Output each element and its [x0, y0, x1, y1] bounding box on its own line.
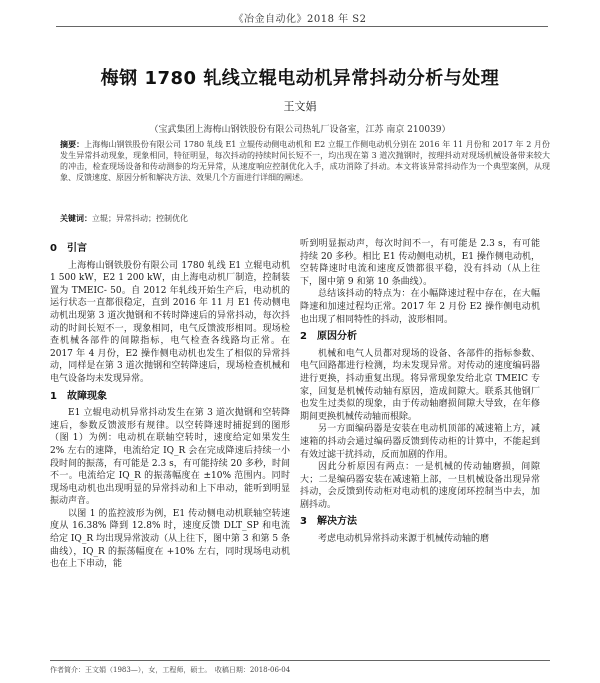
paragraph: E1 立辊电动机异常抖动发生在第 3 道次抛钢和空转降速后，参数反馈波形有规律。以空转降速时捕捉到的图形（图 1）为例：电动机在联轴空转时，速度给定如果发生 2% 左右的速降，电流给定 IQ_R 会在完成降速后持续一小段时间的振荡，有可能是 2.3 s，有可能持续 20 多秒，时间不一。电流给定 IQ_R 的振荡幅度在 ±10% 范围内。同时现场电动机也出现明显的异常抖动和上下串动，能听到明显振动声音。	[50, 408, 290, 507]
section-heading-cause: 2 原因分析	[300, 331, 357, 343]
section-heading-intro: 0 引言	[50, 243, 87, 254]
footnote-rule	[50, 660, 550, 661]
paragraph: 因此分析原因有两点：一是机械的传动轴磨损，间隙大；二是编码器安装在减速箱上部，一旦机械设备出现异常抖动，会反馈到传动柜对电动机的速度闭环控制当中去，加剧抖动。	[300, 462, 540, 510]
keywords-text: 立辊；异常抖动；控制优化	[92, 214, 188, 223]
footnote: 作者简介：王文娟（1983—），女，工程师，硕士。 收稿日期：2018-06-04	[50, 666, 291, 674]
paragraph: 上海梅山钢铁股份有限公司 1780 轧线 E1 立辊电动机 1 500 kW，E2 1 200 kW，由上海电动机厂制造，控制装置为 TMEIC- 50。自 2012 年轧线开始生产后，电动机的运行状态一直都很稳定，直到 2016 年 11 月 E1 传动侧电动机出现第 3 道次抛钢和不转时降速后的异常抖动，每次抖动的时间长短不一，现象相同，电气反馈波形相同。现场检查机械各部件的间隙指标，电气检查各线路均正常。在 2017 年 4 月份，E2 操作侧电动机也发生了相似的异常抖动，同样是在第 3 道次抛钢和空转降速后，现场检查机械和电气设备均未发现异常。	[50, 260, 290, 384]
paragraph: 听到明显振动声，每次时间不一，有可能是 2.3 s，有可能持续 20 多秒。相比 E1 传动侧电动机，E1 操作侧电动机，空转降速时电流和速度反馈都很平稳，没有抖动（从上往下，图中第 9 和第 10 条曲线）。	[300, 239, 540, 287]
abstract	[60, 139, 550, 183]
keywords-label: 关键词：	[60, 213, 92, 223]
keywords	[60, 213, 550, 224]
running-head: 《冶金自动化》2018 年 S2	[233, 14, 367, 25]
paragraph: 总结该抖动的特点为：在小幅降速过程中存在，在大幅降速和加速过程均正常。2017 年 2 月份 E2 操作侧电动机也出现了相同特性的抖动，波形相同。	[300, 289, 540, 325]
right-column	[300, 238, 540, 546]
author-affiliation: （宝武集团上海梅山钢铁股份有限公司热轧厂设备室，江苏 南京 210039）	[149, 125, 451, 135]
abstract-label: 摘要：	[60, 139, 85, 149]
abstract-text: 上海梅山钢铁股份有限公司 1780 轧线 E1 立辊传动侧电动机和 E2 立辊工作侧电动机分别在 2016 年 11 月份和 2017 年 2 月份发生异常抖动现象，现象相同，特征明显，每次抖动的持续时间长短不一，均出现在第 3 道次抛钢时，按理抖动对现场机械设备带来较大的冲击，检查现场设备和传动测参的均无异常，从速度响应控制优化入手，成功消除了抖动。本文将该异常抖动作为一个典型案例，从现象、反馈速度、原因分析和解决方法、效果几个方面进行详细的阐述。	[60, 140, 551, 182]
section-heading-fault: 1 故障现象	[50, 390, 107, 402]
left-column	[50, 238, 290, 571]
author-name: 王文娟	[283, 100, 317, 113]
paper-title: 梅钢 1780 轧线立辊电动机异常抖动分析与处理	[100, 68, 500, 89]
section-heading-solution: 3 解决方法	[300, 516, 357, 528]
paragraph: 以图 1 的监控波形为例，E1 传动侧电动机联轴空转速度从 16.38% 降到 12.8% 时，速度反馈 DLT_SP 和电流给定 IQ_R 均出现异常波动（从上往下，图中第 3 和第 5 条曲线），IQ_R 的振荡幅度在 +10% 左右，同时现场电动机也在上下串动，能	[50, 508, 290, 570]
paragraph: 考虑电动机异常抖动来源于机械传动轴的磨	[318, 534, 490, 545]
paragraph: 另一方面编码器是安装在电动机顶部的减速箱上方，减速箱的抖动会通过编码器反馈到传动柜的计算中，不能起到有效过滤干扰抖动，反而加剧的作用。	[300, 424, 540, 460]
paragraph: 机械和电气人员都对现场的设备、各部件的指标参数、电气回路都进行检测，均未发现异常。对传动的速度编码器进行更换，抖动重复出现。将异常现象发给北京 TMEIC 专家，回复是机械传动轴有原因，造成间隙大。联系其他钢厂也发生过类似的现象，由于传动轴磨损间隙大导致，在年修期间更换机械传动轴而根除。	[300, 348, 540, 422]
header-rule	[56, 26, 548, 27]
